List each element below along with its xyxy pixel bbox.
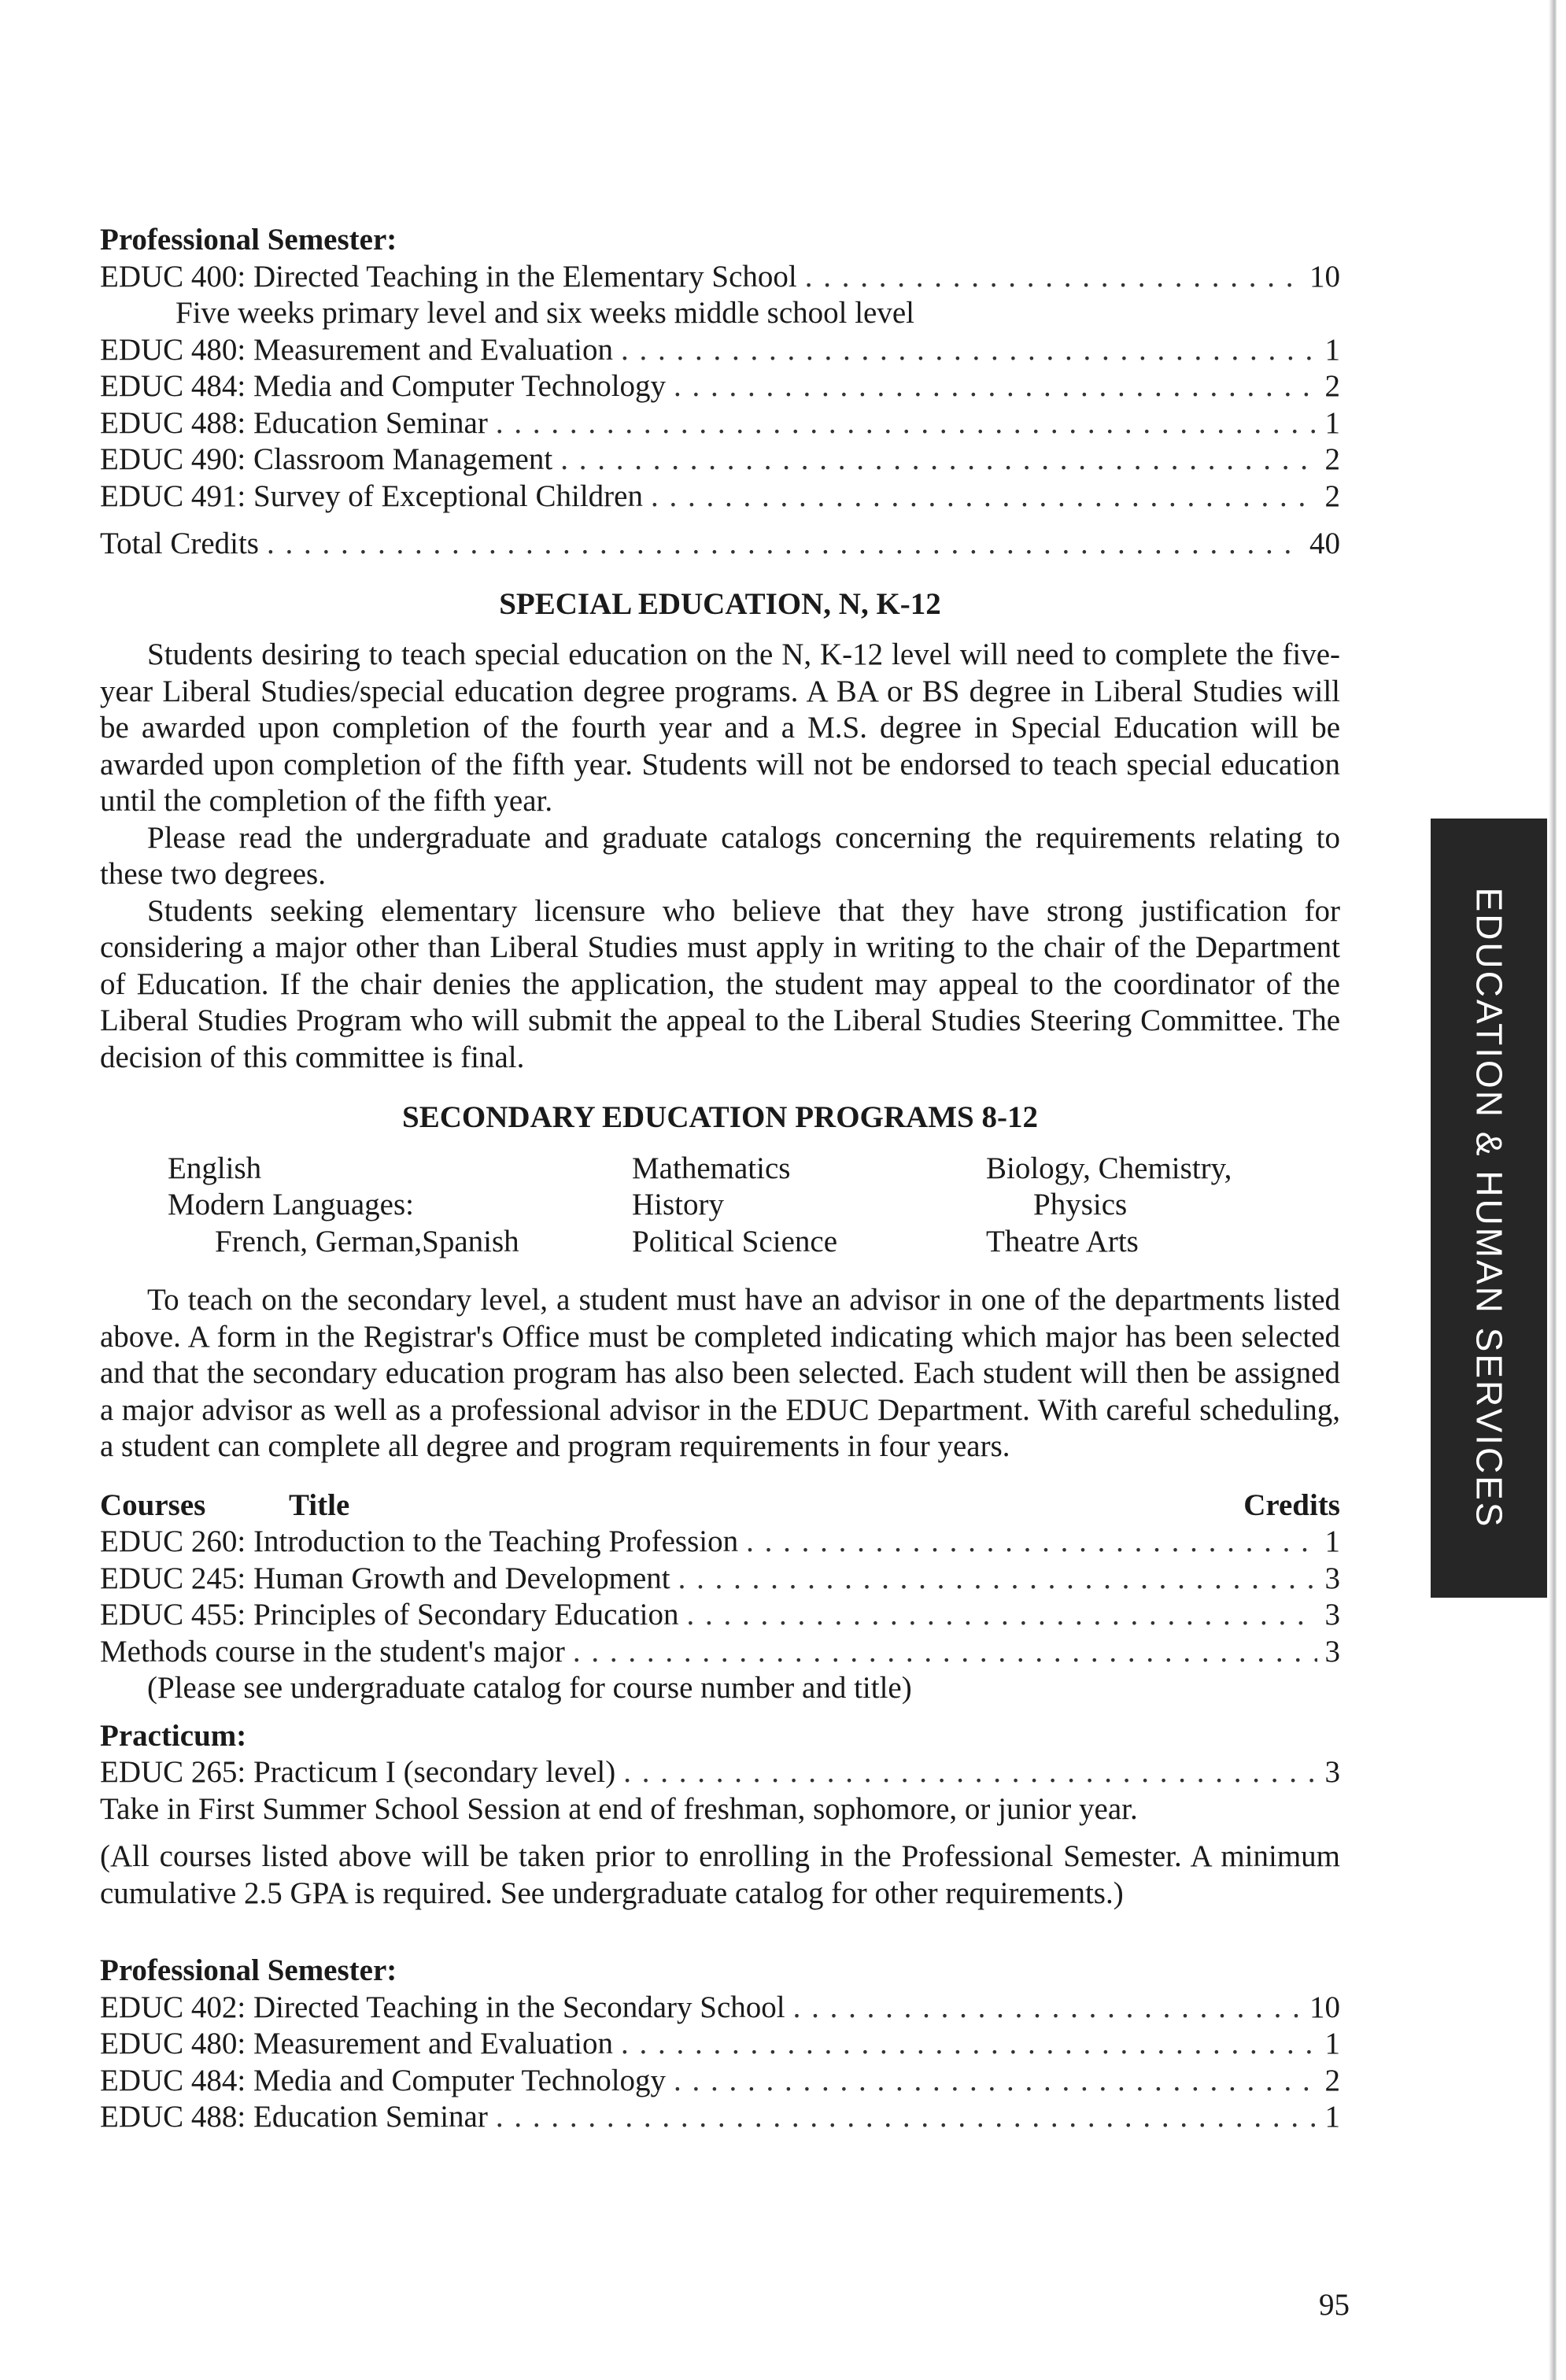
- dot-leader: [686, 1597, 1317, 1634]
- practicum-note: Take in First Summer School Session at end of freshman, sophomore, or junior year.: [100, 1791, 1138, 1826]
- course-credits: 3: [1324, 1598, 1340, 1632]
- course-row: [100, 2026, 1340, 2063]
- course-row: [100, 368, 1340, 405]
- course-title: EDUC 265: Practicum I (secondary level): [100, 1755, 616, 1789]
- course-note: Five weeks primary level and six weeks middle school level: [175, 296, 915, 330]
- course-title: EDUC 484: Media and Computer Technology: [100, 2063, 667, 2097]
- program-item: Theatre Arts: [986, 1224, 1139, 1258]
- dot-leader: [805, 259, 1302, 296]
- dot-leader: [651, 479, 1317, 516]
- total-credits-value: 40: [1309, 527, 1340, 560]
- dot-leader: [267, 526, 1302, 563]
- special-ed-paragraph: Students desiring to teach special education on the N, K-12 level will need to complete the five-year Liberal Studies/special education degree programs. A BA or BS degree in Liberal Studies will be awarded upon completion of the fourth year and a M.S. degree in Special Education will be awarded upon completion of the fifth year. Students will not be endorsed to teach special education until the completion of the fifth year.: [100, 638, 1340, 818]
- program-item: History: [632, 1188, 724, 1221]
- course-credits: 1: [1324, 2027, 1340, 2060]
- course-title: EDUC 245: Human Growth and Development: [100, 1561, 670, 1595]
- program-item: English: [168, 1151, 262, 1185]
- program-item: French, German,Spanish: [215, 1224, 519, 1258]
- course-title: Methods course in the student's major: [100, 1634, 565, 1669]
- course-credits: 2: [1324, 369, 1340, 403]
- course-row: [100, 332, 1340, 369]
- course-credits: 2: [1324, 442, 1340, 476]
- course-row: [100, 2099, 1340, 2136]
- course-credits: 3: [1324, 1634, 1340, 1669]
- course-title: EDUC 490: Classroom Management: [100, 442, 553, 476]
- secondary-intro-paragraph: To teach on the secondary level, a student must have an advisor in one of the departments listed above. A form in the Registrar's Office must be completed indicating which major has been selected and that the secondary education program has also been selected. Each student will then be assigned a major advisor as well as a professional advisor in the EDUC Department. With careful scheduling, a student can complete all degree and program requirements in four years.: [100, 1283, 1340, 1463]
- page-number: 95: [1319, 2288, 1350, 2322]
- special-education-heading: SPECIAL EDUCATION, N, K-12: [499, 586, 941, 621]
- course-title: EDUC 488: Education Seminar: [100, 405, 488, 440]
- course-row: [100, 1634, 1340, 1671]
- course-row: [100, 442, 1340, 479]
- program-list: [168, 1151, 1340, 1261]
- program-item: Modern Languages:: [168, 1188, 414, 1221]
- course-title: EDUC 484: Media and Computer Technology: [100, 369, 667, 403]
- course-row: [100, 2063, 1340, 2100]
- program-item: Political Science: [632, 1224, 838, 1258]
- methods-note: (Please see undergraduate catalog for course number and title): [147, 1671, 912, 1705]
- dot-leader: [793, 1990, 1302, 2027]
- program-item: Mathematics: [632, 1151, 791, 1185]
- course-row: [100, 1597, 1340, 1634]
- course-row: [100, 259, 1340, 296]
- course-credits: 1: [1324, 332, 1340, 367]
- course-row: [100, 1561, 1340, 1598]
- course-credits: 3: [1324, 1755, 1340, 1789]
- course-title: EDUC 480: Measurement and Evaluation: [100, 2027, 614, 2060]
- course-title: EDUC 480: Measurement and Evaluation: [100, 332, 614, 367]
- course-title: EDUC 402: Directed Teaching in the Secondary School: [100, 1990, 785, 2024]
- dot-leader: [573, 1634, 1317, 1671]
- course-credits: 3: [1324, 1561, 1340, 1595]
- dot-leader: [621, 332, 1317, 369]
- page-content: [100, 222, 1340, 2136]
- course-credits: 2: [1324, 2063, 1340, 2097]
- dot-leader: [623, 1754, 1317, 1791]
- course-credits: 1: [1324, 2100, 1340, 2134]
- elementary-professional-heading: Professional Semester:: [100, 223, 397, 257]
- course-credits: 2: [1324, 479, 1340, 513]
- secondary-professional-heading: Professional Semester:: [100, 1953, 397, 1987]
- total-credits-label: Total Credits: [100, 527, 259, 560]
- dot-leader: [496, 405, 1317, 442]
- dot-leader: [621, 2026, 1317, 2063]
- courses-table-header: [100, 1488, 1340, 1524]
- dot-leader: [560, 442, 1317, 479]
- credits-column-heading: Credits: [1243, 1488, 1340, 1522]
- course-credits: 1: [1324, 405, 1340, 440]
- dot-leader: [674, 368, 1317, 405]
- course-row: [100, 405, 1340, 442]
- total-credits-row: [100, 526, 1340, 563]
- program-item: Physics: [1033, 1188, 1128, 1221]
- practicum-heading: Practicum:: [100, 1718, 247, 1753]
- section-side-tab: [1431, 819, 1547, 1598]
- special-ed-paragraph: Please read the undergraduate and graduate catalogs concerning the requirements relating to these two degrees.: [100, 820, 1340, 891]
- courses-column-heading: Courses: [100, 1488, 206, 1522]
- secondary-education-heading: SECONDARY EDUCATION PROGRAMS 8-12: [402, 1100, 1038, 1134]
- dot-leader: [678, 1561, 1317, 1598]
- course-credits: 10: [1309, 259, 1340, 294]
- course-title: EDUC 491: Survey of Exceptional Children: [100, 479, 643, 513]
- dot-leader: [674, 2063, 1317, 2100]
- title-column-heading: Title: [289, 1488, 350, 1522]
- course-title: EDUC 400: Directed Teaching in the Elementary School: [100, 259, 797, 294]
- program-item: Biology, Chemistry,: [986, 1151, 1232, 1185]
- dot-leader: [496, 2099, 1317, 2136]
- dot-leader: [746, 1524, 1317, 1561]
- course-row: [100, 479, 1340, 516]
- course-title: EDUC 488: Education Seminar: [100, 2100, 488, 2134]
- course-credits: 1: [1324, 1524, 1340, 1558]
- special-ed-paragraph: Students seeking elementary licensure who believe that they have strong justification for considering a major other than Liberal Studies must apply in writing to the chair of the Department of Education. If the chair denies the application, the student may appeal to the coordinator of the Liberal Studies Program who will submit the appeal to the Liberal Studies Steering Committee. The decision of this committee is final.: [100, 893, 1340, 1074]
- course-row: [100, 1990, 1340, 2027]
- course-row: [100, 1524, 1340, 1561]
- course-credits: 10: [1309, 1990, 1340, 2024]
- side-tab-label: EDUCATION & HUMAN SERVICES: [1468, 887, 1509, 1529]
- course-title: EDUC 260: Introduction to the Teaching Profession: [100, 1524, 739, 1558]
- course-row: [100, 1754, 1340, 1791]
- book-spine-shadow: [1549, 0, 1557, 2380]
- prerequisite-note: (All courses listed above will be taken prior to enrolling in the Professional Semester. A minimum cumulative 2.5 GPA is required. See undergraduate catalog for other requirements.): [100, 1839, 1340, 1910]
- course-title: EDUC 455: Principles of Secondary Education: [100, 1598, 679, 1632]
